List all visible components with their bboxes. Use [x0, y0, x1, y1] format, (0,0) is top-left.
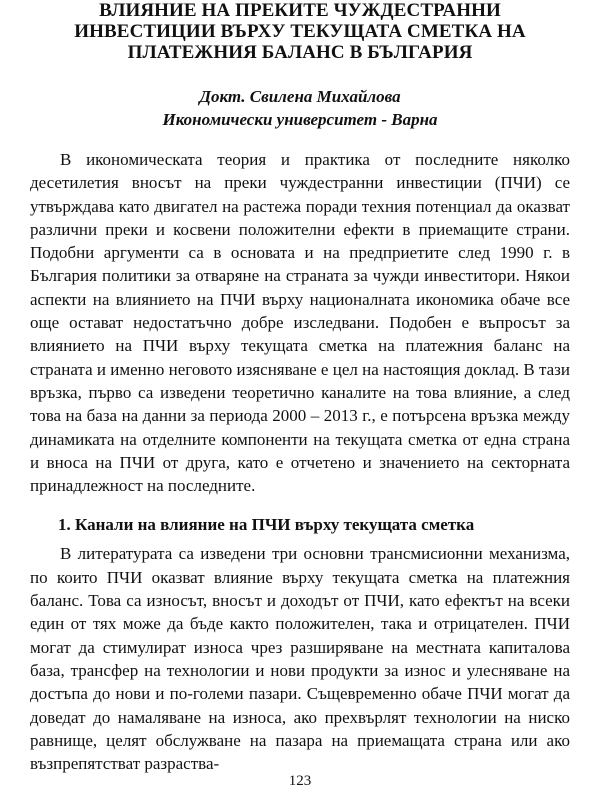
author-block	[30, 85, 570, 131]
body-text	[30, 148, 570, 775]
intro-paragraph: В икономическата теория и практика от последните няколко десетилетия вносът на преки чуждестранни инвестиции (ПЧИ) се утвърждава като двигател на растежа поради техния потенциал да оказват различни преки и косвени положителни ефекти в приемащите страни. Подобни аргументи са в основата и на предприетите след 1990 г. в България политики за отваряне на страната за чужди инвеститори. Някои аспекти на влиянието на ПЧИ върху националната икономика обаче все още остават недостатъчно добре изследвани. Подобен е въпросът за влиянието на ПЧИ върху текущата сметка на платежния баланс на страната и именно неговото изясняване е цел на настоящия доклад. В тази връзка, първо са изведени теоретично каналите на това влияние, а след това на база на данни за периода 2000 – 2013 г., е потърсена връзка между динамиката на отделните компоненти на текущата сметка от една страна и вноса на ПЧИ от друга, като е отчетено и значението на секторната принадлежност на последните.	[30, 150, 570, 496]
author-name: Докт. Свилена Михайлова	[199, 87, 401, 106]
title-line-3: ПЛАТЕЖНИЯ БАЛАНС В БЪЛГАРИЯ	[127, 42, 473, 63]
section-paragraph: В литературата са изведени три основни трансмисионни механизма, по които ПЧИ оказват влияние върху текущата сметка на платежния баланс. Това са износът, вносът и доходът от ПЧИ, като ефектът на всеки един от тях може да бъде както положителен, така и отрицателен. ПЧИ могат да стимулират износа чрез разширяване на местната капиталова база, трансфер на технологии и нови продукти за износ и улесняване на достъпа до нови и по-големи пазари. Същевременно обаче ПЧИ могат да доведат до намаляване на износа, ако прехвърлят технологии на ниско равнище, целят обслужване на пазара на приемащата страна или ако възпрепятстват разраства-	[30, 544, 570, 774]
page-number: 123	[288, 773, 312, 789]
author-affiliation: Икономически университет - Варна	[162, 110, 438, 129]
paper-title	[30, 0, 570, 63]
title-line-2: ИНВЕСТИЦИИ ВЪРХУ ТЕКУЩАТА СМЕТКА НА	[74, 21, 526, 42]
title-line-1: ВЛИЯНИЕ НА ПРЕКИТЕ ЧУЖДЕСТРАННИ	[99, 0, 501, 21]
section-heading: 1. Канали на влияние на ПЧИ върху текущата сметка	[58, 515, 475, 535]
